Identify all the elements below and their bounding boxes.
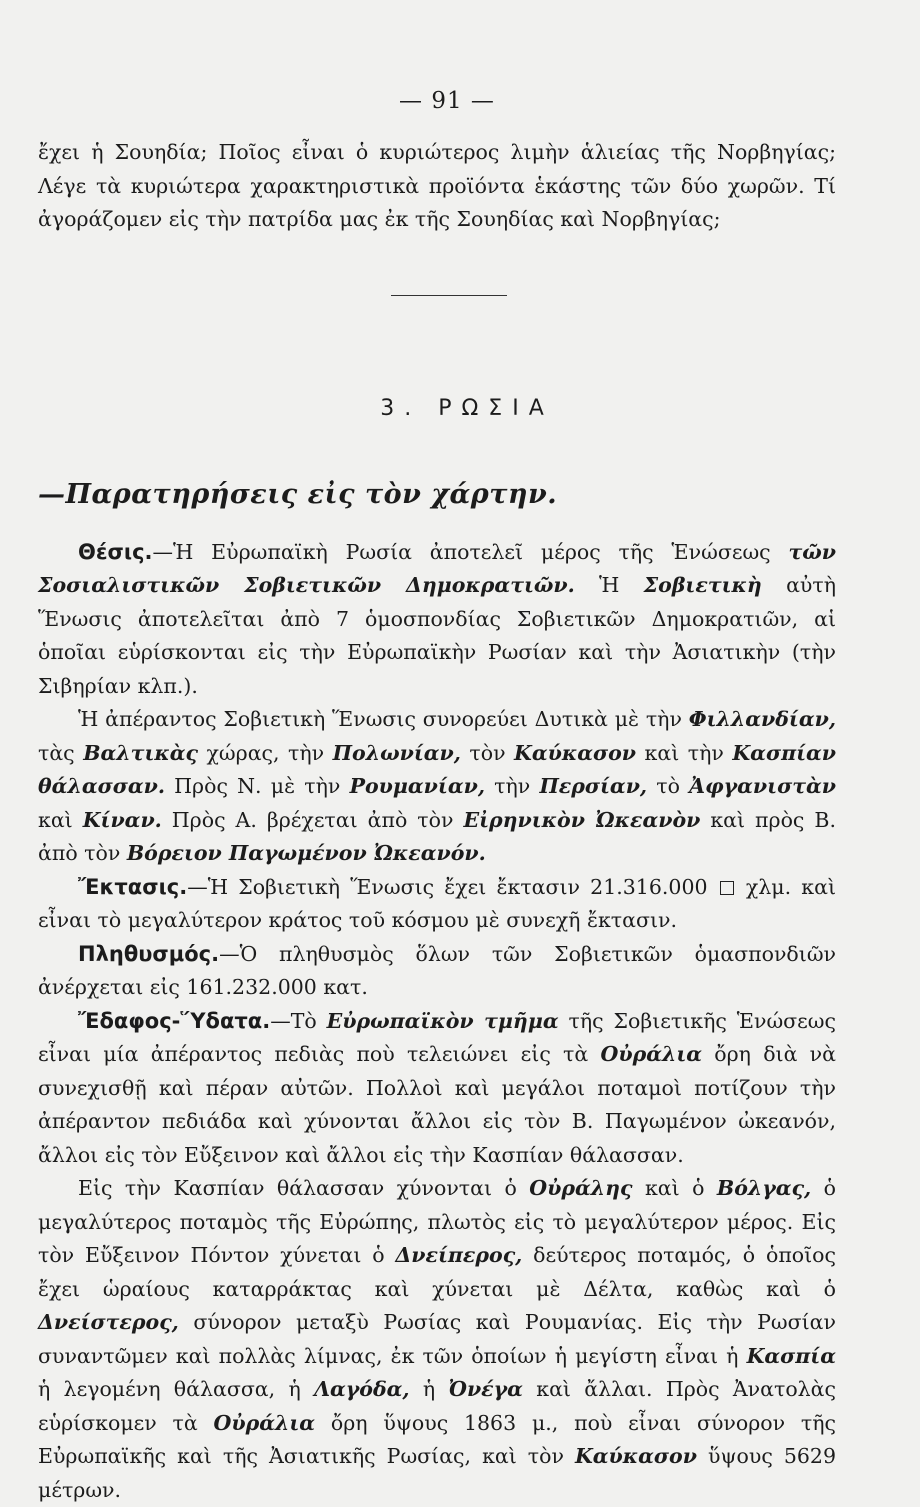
text-run: ὄρη διὰ νὰ συνεχισθῇ καὶ πέραν αὐτῶν. Πολλοὶ καὶ μεγάλοι ποταμοὶ ποτίζουν τὴν ἀπέραντον πεδιάδα καὶ χύνονται ἄλλοι εἰς τὸν Β. Παγωμένον ὠκεανόν, ἄλλοι εἰς τὸν Εὔξεινον καὶ ἄλλοι εἰς τὴν Κασπίαν θάλασσαν. — [38, 1042, 836, 1167]
chapter-title: 3. ΡΩΣΙΑ — [380, 395, 554, 421]
text-run: χλμ. καὶ εἶναι τὸ μεγαλύτερον κράτος τοῦ κόσμου μὲ συνεχῆ ἔκτασιν. — [38, 874, 836, 932]
emphasis-run: Βόλγας, — [716, 1176, 812, 1200]
thesis-label: Θέσις. — [78, 539, 153, 564]
text-run: —Τὸ — [270, 1008, 327, 1033]
text-run: —Ὁ πληθυσμὸς ὅλων τῶν Σοβιετικῶν ὁμασπονδιῶν ἀνέρχεται εἰς 161.232.000 κατ. — [38, 941, 836, 999]
text-run: τὸ — [647, 774, 690, 798]
text-run: σύνορον μεταξὺ Ρωσίας καὶ Ρουμανίας. Εἰς τὴν Ρωσίαν συναντῶμεν καὶ πολλὰς λίμνας, ἐκ τῶν ὁποίων ἡ μεγίστη εἶναι ἡ — [38, 1310, 836, 1368]
emphasis-run: Καύκασον — [574, 1444, 697, 1468]
emphasis-run: Ἀφγανιστὰν — [689, 774, 836, 798]
text-run: καὶ ἄλλαι. Πρὸς Ἀνατολὰς εὑρίσκομεν τὰ — [38, 1377, 836, 1435]
emphasis-run: Οὐράλης — [529, 1176, 633, 1200]
emphasis-run: Βαλτικὰς — [83, 740, 198, 765]
text-run: καὶ ὁ — [632, 1176, 717, 1200]
text-run: αὐτὴ Ἕνωσις ἀποτελεῖται ἀπὸ 7 ὁμοσπονδίας Σοβιετικῶν Δημοκρατιῶν, αἱ ὁποῖαι εὑρίσκονται εἰς τὴν Εὐρωπαϊκὴν Ρωσίαν καὶ τὴν Ἀσιατικὴν (τὴν Σιβηρίαν κλπ.). — [38, 573, 836, 698]
terrain-label: Ἔδαφος-Ὕδατα. — [78, 1008, 271, 1033]
text-run: —Ἡ Σοβιετικὴ Ἕνωσις ἔχει ἔκτασιν 21.316.000 — [187, 874, 708, 899]
emphasis-run: Οὐράλια — [213, 1410, 316, 1435]
borders-paragraph — [38, 703, 836, 871]
emphasis-run: Ὀνέγα — [448, 1377, 523, 1401]
text-run: ὕψους 5629 μέτρων. — [38, 1444, 836, 1502]
section-divider — [391, 295, 507, 296]
emphasis-run: τῶν Σοσιαλιστικῶν Σοβιετικῶν Δημοκρατιῶν. — [38, 539, 836, 597]
emphasis-run: Ρουμανίαν, — [349, 774, 485, 798]
population-paragraph — [38, 938, 836, 1005]
text-run: καὶ πρὸς Β. ἀπὸ τὸν — [38, 807, 836, 865]
text-run: Πρὸς Ν. μὲ τὴν — [164, 774, 350, 798]
text-run: τὸν — [460, 740, 515, 765]
emphasis-run: Βόρειον Παγωμένον Ὠκεανόν. — [126, 841, 486, 865]
rivers-paragraph — [38, 1172, 836, 1507]
emphasis-run: Περσίαν, — [539, 774, 648, 798]
text-run: ὄρη ὕψους 1863 μ., ποὺ εἶναι σύνορον τῆς Εὐρωπαϊκῆς καὶ τῆς Ἀσιατικῆς Ρωσίας, καὶ τὸν — [38, 1410, 836, 1468]
emphasis-run: Καύκασον — [514, 740, 637, 765]
page-number: — 91 — — [399, 88, 495, 114]
text-run: ἡ λεγομένη θάλασσα, ἡ — [38, 1377, 315, 1401]
text-run: καὶ τὴν — [636, 740, 733, 765]
emphasis-run: Δνείπερος, — [395, 1243, 523, 1267]
population-label: Πληθυσμός. — [78, 941, 220, 966]
text-run: τὰς — [38, 740, 84, 765]
text-run: δεύτερος ποταμός, ὁ ὁποῖος ἔχει ὡραίους καταρράκτας καὶ χύνεται μὲ Δέλτα, καθὼς καὶ ὁ — [38, 1243, 836, 1301]
text-run: Εἰς τὴν Κασπίαν θάλασσαν χύνονται ὁ — [78, 1176, 530, 1200]
thesis-paragraph — [38, 536, 836, 704]
text-run: Ἡ — [574, 573, 644, 597]
emphasis-run: Εἰρηνικὸν Ὠκεανὸν — [463, 807, 701, 832]
emphasis-run: Φιλλανδίαν, — [688, 707, 836, 731]
emphasis-run: Πολωνίαν, — [332, 740, 461, 765]
text-run: ἡ — [409, 1377, 449, 1401]
text-run: καὶ — [38, 807, 83, 832]
intro-paragraph: ἔχει ἡ Σουηδία; Ποῖος εἶναι ὁ κυριώτερος λιμὴν ἁλιείας τῆς Νορβηγίας; Λέγε τὰ κυριώτερα χαρακτηριστικὰ προϊόντα ἑκάστης τῶν δύο χωρῶν. Τί ἀγοράζομεν εἰς τὴν πατρίδα μας ἐκ τῆς Σουηδίας καὶ Νορβηγίας; — [38, 140, 836, 231]
extent-paragraph — [38, 871, 836, 938]
emphasis-run: Κίναν. — [82, 807, 162, 832]
square-symbol-icon — [720, 881, 734, 895]
emphasis-run: Δνείστερος, — [38, 1310, 179, 1334]
extent-label: Ἔκτασις. — [78, 874, 188, 899]
emphasis-run: Λαγόδα, — [314, 1377, 410, 1401]
terrain-paragraph — [38, 1005, 836, 1173]
section-heading: —Παρατηρήσεις εἰς τὸν χάρτην. — [38, 478, 558, 510]
emphasis-run: Σοβιετικὴ — [643, 573, 762, 597]
text-run: τὴν — [484, 774, 540, 798]
emphasis-run: Εὐρωπαϊκὸν τμῆμα — [326, 1008, 559, 1033]
text-run: ὁ μεγαλύτερος ποταμὸς τῆς Εὐρώπης, πλωτὸς εἰς τὸ μεγαλύτερον μέρος. Εἰς τὸν Εὔξεινον Πόντον χύνεται ὁ — [38, 1176, 836, 1267]
emphasis-run: Οὐράλια — [600, 1042, 703, 1066]
text-run: Ἡ ἀπέραντος Σοβιετικὴ Ἕνωσις συνορεύει Δυτικὰ μὲ τὴν — [78, 707, 689, 731]
text-run: —Ἡ Εὐρωπαϊκὴ Ρωσία ἀποτελεῖ μέρος τῆς Ἑνώσεως — [152, 539, 789, 564]
text-run: τῆς Σοβιετικῆς Ἑνώσεως εἶναι μία ἀπέραντος πεδιὰς ποὺ τελειώνει εἰς τὰ — [38, 1008, 836, 1066]
emphasis-run: Κασπίαν θάλασσαν. — [38, 740, 836, 798]
emphasis-run: Κασπία — [746, 1343, 836, 1368]
text-run: Πρὸς Α. βρέχεται ἀπὸ τὸν — [161, 807, 464, 832]
text-run: χώρας, τὴν — [198, 740, 333, 765]
